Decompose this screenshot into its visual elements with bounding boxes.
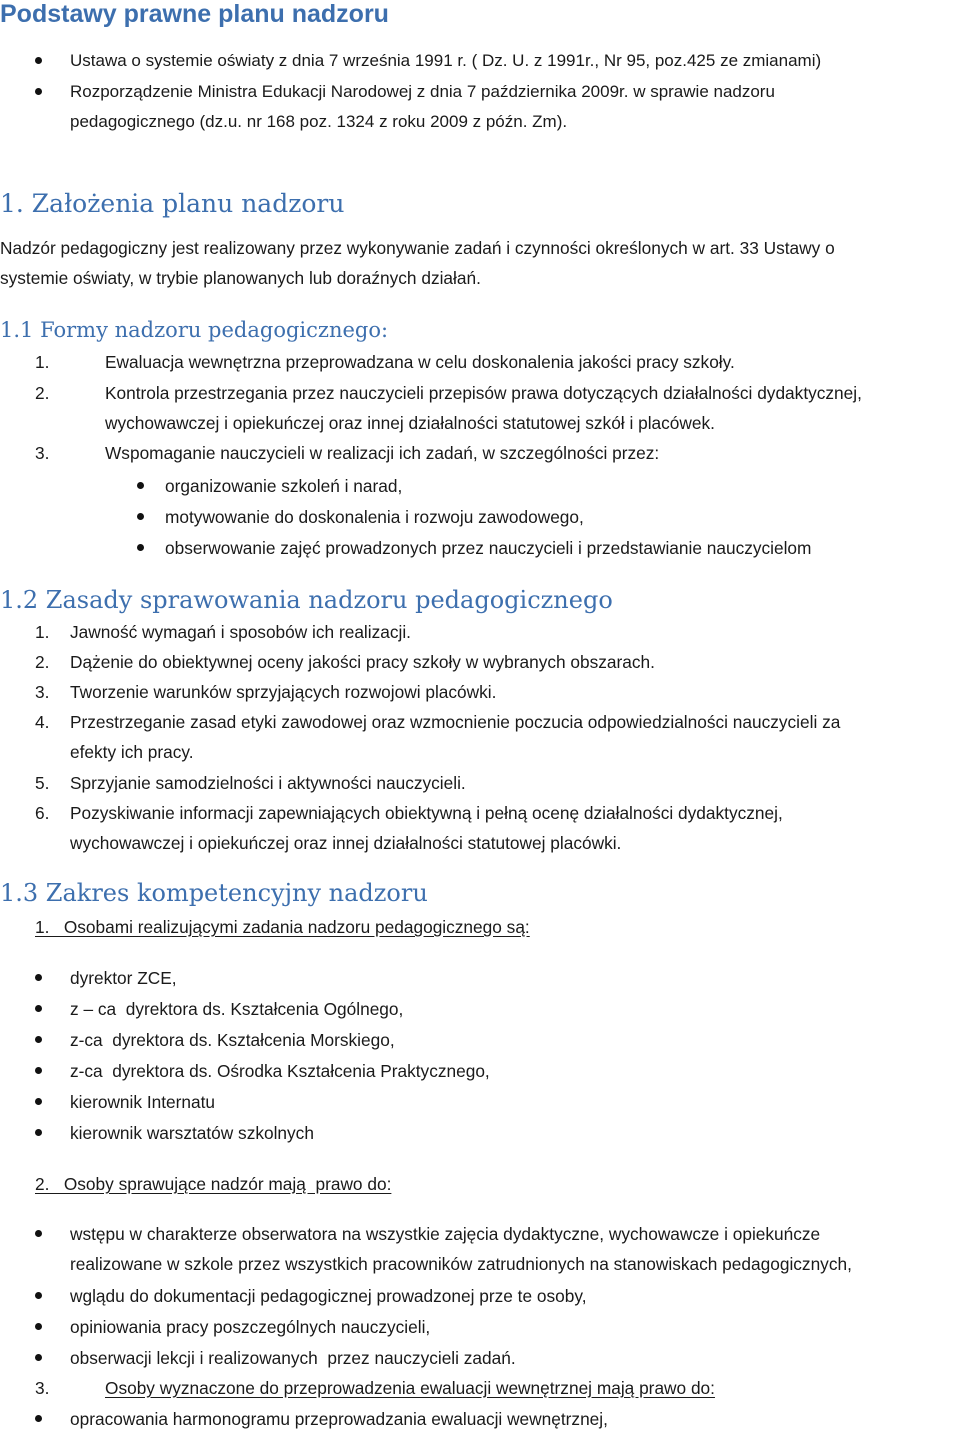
principle-number: 5. bbox=[35, 773, 50, 793]
form-item-text: wychowawczej i opiekuńczej oraz innej działalności statutowej szkół i placówek. bbox=[105, 413, 715, 433]
subsection-2-title: 2. Osoby sprawujące nadzór mają prawo do: bbox=[35, 1174, 392, 1194]
bullet-icon bbox=[35, 1415, 42, 1422]
bullet-icon bbox=[35, 1230, 42, 1237]
principle-text: Przestrzeganie zasad etyki zawodowej oraz wzmocnienie poczucia odpowiedzialności nauczycieli za bbox=[70, 712, 841, 732]
form-item-text: Ewaluacja wewnętrzna przeprowadzana w celu doskonalenia jakości pracy szkoły. bbox=[105, 352, 735, 372]
support-subitem: motywowanie do doskonalenia i rozwoju zawodowego, bbox=[165, 507, 584, 527]
right-item: obserwacji lekcji i realizowanych przez nauczycieli zadań. bbox=[70, 1348, 516, 1368]
right-item: opiniowania pracy poszczególnych nauczycieli, bbox=[70, 1317, 431, 1337]
principle-text: Sprzyjanie samodzielności i aktywności nauczycieli. bbox=[70, 773, 466, 793]
section-1-2-heading: 1.2 Zasady sprawowania nadzoru pedagogicznego bbox=[0, 586, 613, 614]
right-item: realizowane w szkole przez wszystkich pracowników zatrudnionych na stanowiskach pedagogicznych, bbox=[70, 1254, 852, 1274]
person-item: z-ca dyrektora ds. Ośrodka Kształcenia Praktycznego, bbox=[70, 1061, 490, 1081]
form-item-text: Wspomaganie nauczycieli w realizacji ich zadań, w szczególności przez: bbox=[105, 443, 660, 463]
bullet-icon bbox=[35, 1323, 42, 1330]
bullet-icon bbox=[35, 1005, 42, 1012]
principle-text: Jawność wymagań i sposobów ich realizacji. bbox=[70, 622, 411, 642]
section-1-para-line-1: Nadzór pedagogiczny jest realizowany przez wykonywanie zadań i czynności określonych w art. 33 Ustawy o bbox=[0, 238, 835, 258]
principle-number: 6. bbox=[35, 803, 50, 823]
legal-basis-item-1: Ustawa o systemie oświaty z dnia 7 września 1991 r. ( Dz. U. z 1991r., Nr 95, poz.425 ze zmianami) bbox=[70, 51, 822, 70]
support-subitem: organizowanie szkoleń i narad, bbox=[165, 476, 403, 496]
subsection-1-title: 1. Osobami realizującymi zadania nadzoru pedagogicznego są: bbox=[35, 917, 530, 937]
bullet-icon bbox=[35, 57, 42, 64]
legal-basis-item-2-line-2: pedagogicznego (dz.u. nr 168 poz. 1324 z roku 2009 z późn. Zm). bbox=[70, 112, 568, 131]
principle-text: Tworzenie warunków sprzyjających rozwojowi placówki. bbox=[70, 682, 497, 702]
principle-text: wychowawczej i opiekuńczej oraz innej działalności statutowej placówki. bbox=[70, 833, 622, 853]
right-item: wglądu do dokumentacji pedagogicznej prowadzonej prze te osoby, bbox=[70, 1286, 587, 1306]
person-item: kierownik Internatu bbox=[70, 1092, 216, 1112]
bullet-icon bbox=[137, 544, 144, 551]
bullet-icon bbox=[137, 482, 144, 489]
section-1-3-heading: 1.3 Zakres kompetencyjny nadzoru bbox=[0, 879, 428, 907]
page-title: Podstawy prawne planu nadzoru bbox=[0, 0, 389, 28]
bullet-icon bbox=[35, 1129, 42, 1136]
bullet-icon bbox=[35, 1354, 42, 1361]
form-item-text: Kontrola przestrzegania przez nauczycieli przepisów prawa dotyczących działalności dydaktycznej, bbox=[105, 383, 862, 403]
eval-right-item: opracowania harmonogramu przeprowadzania ewaluacji wewnętrznej, bbox=[70, 1409, 608, 1429]
form-item-number: 1. bbox=[35, 352, 50, 372]
form-item-number: 2. bbox=[35, 383, 50, 403]
section-1-para-line-2: systemie oświaty, w trybie planowanych lub doraźnych działań. bbox=[0, 268, 481, 288]
person-item: z-ca dyrektora ds. Kształcenia Morskiego, bbox=[70, 1030, 395, 1050]
bullet-icon bbox=[35, 1067, 42, 1074]
person-item: dyrektor ZCE, bbox=[70, 968, 177, 988]
principle-number: 2. bbox=[35, 652, 50, 672]
form-item-number: 3. bbox=[35, 443, 50, 463]
subsection-3-number: 3. bbox=[35, 1378, 50, 1398]
bullet-icon bbox=[35, 974, 42, 981]
person-item: z – ca dyrektora ds. Kształcenia Ogólnego, bbox=[70, 999, 404, 1019]
section-1-1-heading: 1.1 Formy nadzoru pedagogicznego: bbox=[0, 318, 389, 342]
principle-text: Pozyskiwanie informacji zapewniających obiektywną i pełną ocenę działalności dydaktycznej, bbox=[70, 803, 783, 823]
principle-number: 1. bbox=[35, 622, 50, 642]
principle-number: 3. bbox=[35, 682, 50, 702]
legal-basis-item-2-line-1: Rozporządzenie Ministra Edukacji Narodowej z dnia 7 października 2009r. w sprawie nadzoru bbox=[70, 82, 775, 101]
subsection-3-title: Osoby wyznaczone do przeprowadzenia ewaluacji wewnętrznej mają prawo do: bbox=[105, 1378, 715, 1398]
principle-number: 4. bbox=[35, 712, 50, 732]
section-1-heading: 1. Założenia planu nadzoru bbox=[0, 189, 345, 218]
bullet-icon bbox=[35, 88, 42, 95]
bullet-icon bbox=[35, 1098, 42, 1105]
bullet-icon bbox=[35, 1036, 42, 1043]
person-item: kierownik warsztatów szkolnych bbox=[70, 1123, 314, 1143]
bullet-icon bbox=[35, 1292, 42, 1299]
right-item: wstępu w charakterze obserwatora na wszystkie zajęcia dydaktyczne, wychowawcze i opiekuńcze bbox=[70, 1224, 821, 1244]
principle-text: efekty ich pracy. bbox=[70, 742, 194, 762]
principle-text: Dążenie do obiektywnej oceny jakości pracy szkoły w wybranych obszarach. bbox=[70, 652, 655, 672]
support-subitem: obserwowanie zajęć prowadzonych przez nauczycieli i przedstawianie nauczycielom bbox=[165, 538, 812, 558]
bullet-icon bbox=[137, 513, 144, 520]
